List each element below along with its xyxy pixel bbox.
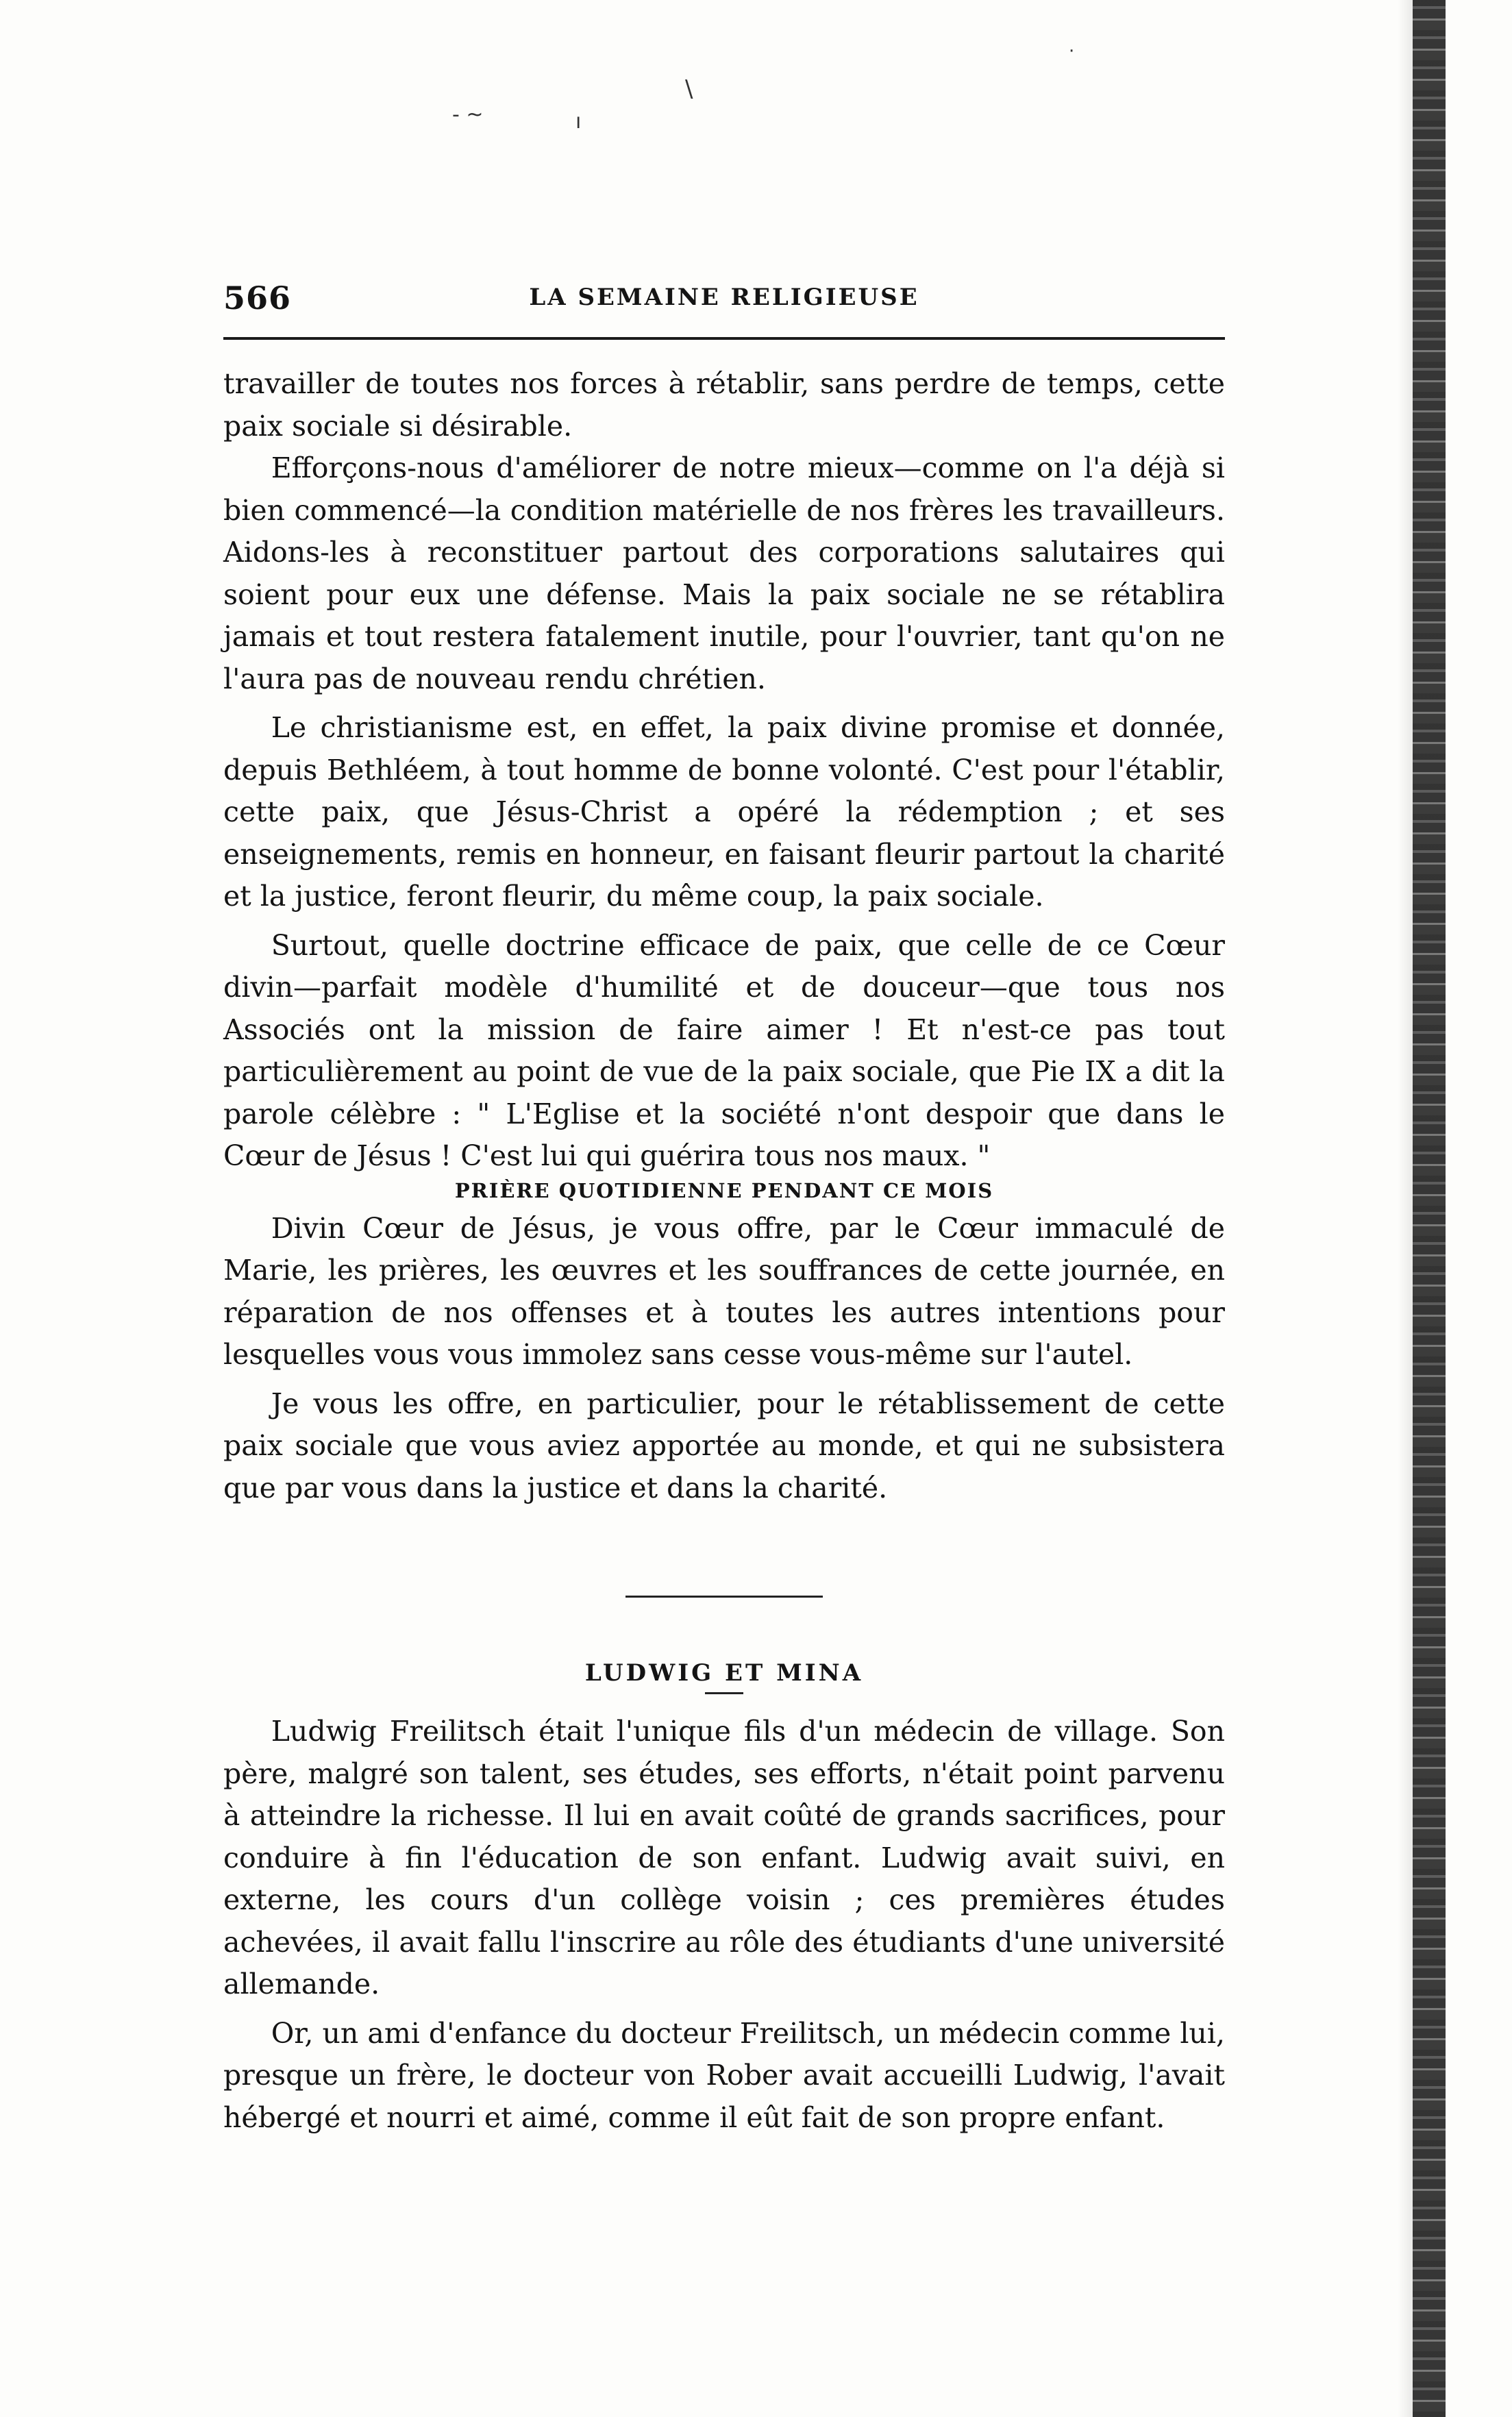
page-header: [223, 274, 1225, 329]
paragraph: travailler de toutes nos forces à rétablir, sans perdre de temps, cette paix sociale si désirable.: [223, 367, 1225, 443]
story-title: LUDWIG ET MINA: [584, 1659, 864, 1687]
section-separator: [625, 1596, 823, 1598]
scan-speck: ·: [1069, 41, 1075, 62]
paragraph: Efforçons-nous d'améliorer de notre mieux—comme on l'a déjà si bien commencé—la condition matérielle de nos frères les travailleurs. Aidons-les à reconstituer partout des corporations salutaires qui soient pour eux une défense. Mais la paix sociale ne se rétablira jamais et tout restera fatalement inutile, pour l'ouvrier, tant qu'on ne l'aura pas de nouveau rendu chrétien.: [223, 451, 1225, 695]
paragraph: Je vous les offre, en particulier, pour le rétablissement de cette paix sociale que vous aviez apportée au monde, et qui ne subsistera que par vous dans la justice et dans la charité.: [223, 1387, 1225, 1504]
scan-shadow: [1398, 0, 1413, 2417]
paragraph: Or, un ami d'enfance du docteur Freilitsch, un médecin comme lui, presque un frère, le docteur von Rober avait accueilli Ludwig, l'avait hébergé et nourri et aimé, comme il eût fait de son propre enfant.: [223, 2016, 1225, 2134]
scan-speck: ı: [575, 110, 582, 134]
scan-binding-edge: [1413, 0, 1446, 2417]
paragraph: Ludwig Freilitsch était l'unique fils d'un médecin de village. Son père, malgré son talent, ses études, ses efforts, n'était point parvenu à atteindre la richesse. Il lui en avait coûté de grands sacrifices, pour conduire à fin l'éducation de son enfant. Ludwig avait suivi, en externe, les cours d'un collège voisin ; ces premières études achevées, il avait fallu l'inscrire au rôle des étudiants d'une université allemande.: [223, 1715, 1225, 2000]
page-number: 566: [223, 280, 292, 317]
scan-speck: - ~: [452, 103, 484, 127]
running-title: LA SEMAINE RELIGIEUSE: [529, 284, 919, 311]
header-rule: [223, 337, 1225, 340]
paragraph: Divin Cœur de Jésus, je vous offre, par le Cœur immaculé de Marie, les prières, les œuvres et les souffrances de cette journée, en réparation de nos offenses et à toutes les autres intentions pour lesquelles vous vous immolez sans cesse vous-même sur l'autel.: [223, 1211, 1225, 1371]
scan-speck: \: [685, 75, 693, 103]
paragraph: Le christianisme est, en effet, la paix divine promise et donnée, depuis Bethléem, à tout homme de bonne volonté. C'est pour l'établir, cette paix, que Jésus-Christ a opéré la rédemption ; et ses enseignements, remis en honneur, en faisant fleurir partout la charité et la justice, feront fleurir, du même coup, la paix sociale.: [223, 711, 1225, 913]
paragraph: Surtout, quelle doctrine efficace de paix, que celle de ce Cœur divin—parfait modèle d'humilité et de douceur—que tous nos Associés ont la mission de faire aimer ! Et n'est-ce pas tout particulièrement au point de vue de la paix sociale, que Pie IX a dit la parole célèbre : " L'Eglise et la société n'ont despoir que dans le Cœur de Jésus ! C'est lui qui guérira tous nos maux. ": [223, 928, 1225, 1172]
prayer-heading: PRIÈRE QUOTIDIENNE PENDANT CE MOIS: [454, 1178, 994, 1202]
page-body: [223, 363, 1225, 2139]
title-dash: [705, 1692, 743, 1694]
